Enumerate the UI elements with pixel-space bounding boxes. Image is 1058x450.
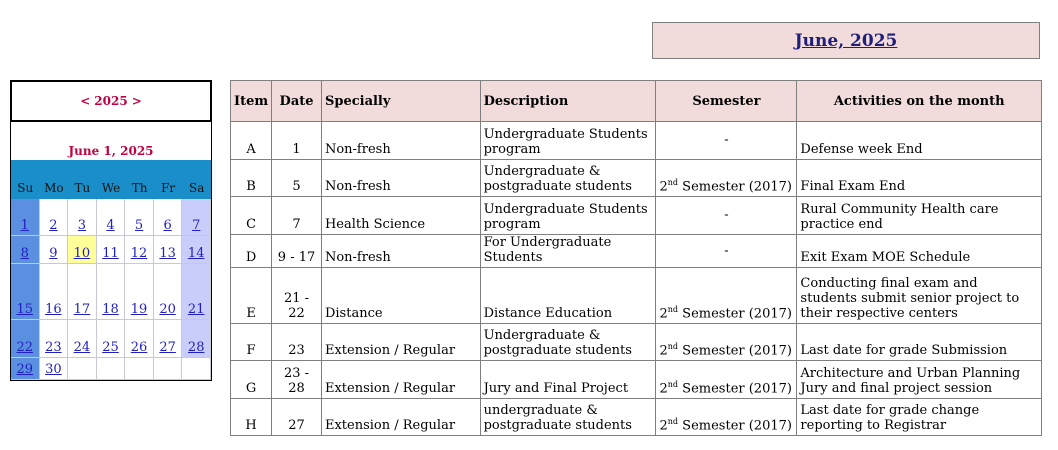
cell-date: 9 - 17 <box>272 235 322 268</box>
calendar-day[interactable]: 11 <box>97 236 126 264</box>
table-row <box>231 122 1042 160</box>
calendar-day[interactable]: 7 <box>182 199 211 236</box>
calendar-grid <box>10 160 212 381</box>
calendar-day[interactable]: 1 <box>11 199 40 236</box>
cell-description: undergraduate & postgraduate students <box>480 399 656 436</box>
semester-ordinal: nd <box>667 341 679 351</box>
weekday-header: Su <box>11 160 40 199</box>
calendar-day[interactable]: 30 <box>40 358 69 380</box>
cell-description: Undergraduate Students program <box>480 122 656 160</box>
cell-activity: Exit Exam MOE Schedule <box>797 235 1042 268</box>
weekday-header: We <box>97 160 126 199</box>
cell-activity: Conducting final exam and students submit senior project to their respective centers <box>797 268 1042 324</box>
cell-semester <box>656 122 797 160</box>
semester-text: Semester (2017) <box>678 343 792 358</box>
calendar-day[interactable]: 26 <box>125 320 154 358</box>
calendar-day[interactable]: 13 <box>154 236 183 264</box>
cell-semester <box>656 324 797 361</box>
semester-number: 2 <box>659 179 668 194</box>
calendar-day[interactable]: 12 <box>125 236 154 264</box>
calendar-day-empty <box>97 358 126 380</box>
table-row <box>231 235 1042 268</box>
header-activities: Activities on the month <box>797 81 1042 122</box>
cell-item: B <box>231 160 272 197</box>
calendar-day[interactable]: 20 <box>154 264 183 320</box>
cell-item: H <box>231 399 272 436</box>
calendar-day[interactable]: 19 <box>125 264 154 320</box>
header-description: Description <box>480 81 656 122</box>
cell-specially: Non-fresh <box>321 122 480 160</box>
table-row <box>231 268 1042 324</box>
calendar-day[interactable]: 27 <box>154 320 183 358</box>
calendar-day-empty <box>68 358 97 380</box>
cell-activity: Defense week End <box>797 122 1042 160</box>
cell-description: For Undergraduate Students <box>480 235 656 268</box>
cell-date: 23 - 28 <box>272 361 322 399</box>
cell-specially: Health Science <box>321 197 480 235</box>
weekday-header: Tu <box>68 160 97 199</box>
cell-specially: Extension / Regular <box>321 399 480 436</box>
calendar-day-today[interactable]: 10 <box>68 236 97 264</box>
header-item: Item <box>231 81 272 122</box>
cell-item: D <box>231 235 272 268</box>
cell-activity: Final Exam End <box>797 160 1042 197</box>
semester-text: - <box>724 207 729 223</box>
activities-table <box>230 80 1042 436</box>
semester-text: - <box>724 132 729 148</box>
calendar-day-empty <box>125 358 154 380</box>
prev-year-link[interactable]: < <box>80 94 91 108</box>
cell-semester <box>656 160 797 197</box>
table-header-row <box>231 81 1042 122</box>
table-row <box>231 324 1042 361</box>
table-row <box>231 197 1042 235</box>
cell-specially: Extension / Regular <box>321 361 480 399</box>
weekday-header: Mo <box>40 160 69 199</box>
calendar-day[interactable]: 2 <box>40 199 69 236</box>
cell-activity: Architecture and Urban Planning Jury and final project session <box>797 361 1042 399</box>
cell-description: Jury and Final Project <box>480 361 656 399</box>
calendar-day[interactable]: 25 <box>97 320 126 358</box>
cell-semester <box>656 361 797 399</box>
calendar-day[interactable]: 24 <box>68 320 97 358</box>
calendar-day[interactable]: 4 <box>97 199 126 236</box>
cell-semester <box>656 268 797 324</box>
header-semester: Semester <box>656 81 797 122</box>
semester-text: - <box>724 243 729 259</box>
calendar-year: 2025 <box>94 94 128 108</box>
cell-activity: Last date for grade change reporting to Registrar <box>797 399 1042 436</box>
cell-date: 1 <box>272 122 322 160</box>
cell-item: C <box>231 197 272 235</box>
cell-date: 21 - 22 <box>272 268 322 324</box>
calendar-day[interactable]: 29 <box>11 358 40 380</box>
calendar-day-empty <box>182 358 211 380</box>
cell-activity: Rural Community Health care practice end <box>797 197 1042 235</box>
cell-date: 23 <box>272 324 322 361</box>
calendar-day[interactable]: 9 <box>40 236 69 264</box>
semester-text: Semester (2017) <box>678 381 792 396</box>
calendar-day[interactable]: 5 <box>125 199 154 236</box>
calendar-selected-date: June 1, 2025 <box>10 122 212 160</box>
cell-date: 7 <box>272 197 322 235</box>
table-row <box>231 361 1042 399</box>
semester-number: 2 <box>659 381 668 396</box>
semester-number: 2 <box>659 306 668 321</box>
cell-description: Undergraduate & postgraduate students <box>480 160 656 197</box>
cell-specially: Non-fresh <box>321 235 480 268</box>
cell-item: G <box>231 361 272 399</box>
calendar-day[interactable]: 16 <box>40 264 69 320</box>
semester-ordinal: nd <box>667 304 679 314</box>
semester-number: 2 <box>659 418 668 433</box>
calendar <box>10 80 212 381</box>
cell-description: Distance Education <box>480 268 656 324</box>
table-row <box>231 399 1042 436</box>
calendar-day[interactable]: 3 <box>68 199 97 236</box>
semester-text: Semester (2017) <box>678 306 792 321</box>
cell-semester <box>656 235 797 268</box>
weekday-header: Sa <box>182 160 211 199</box>
cell-specially: Distance <box>321 268 480 324</box>
weekday-header: Th <box>125 160 154 199</box>
cell-date: 27 <box>272 399 322 436</box>
calendar-year-nav <box>10 80 212 122</box>
header-date: Date <box>272 81 322 122</box>
cell-specially: Extension / Regular <box>321 324 480 361</box>
cell-item: E <box>231 268 272 324</box>
calendar-day[interactable]: 17 <box>68 264 97 320</box>
calendar-day[interactable]: 18 <box>97 264 126 320</box>
cell-description: Undergraduate & postgraduate students <box>480 324 656 361</box>
cell-activity: Last date for grade Submission <box>797 324 1042 361</box>
semester-text: Semester (2017) <box>678 179 792 194</box>
cell-semester <box>656 399 797 436</box>
calendar-day[interactable]: 28 <box>182 320 211 358</box>
cell-specially: Non-fresh <box>321 160 480 197</box>
cell-description: Undergraduate Students program <box>480 197 656 235</box>
calendar-day[interactable]: 6 <box>154 199 183 236</box>
weekday-header: Fr <box>154 160 183 199</box>
cell-semester <box>656 197 797 235</box>
calendar-day[interactable]: 8 <box>11 236 40 264</box>
calendar-day-empty <box>154 358 183 380</box>
semester-ordinal: nd <box>667 379 679 389</box>
cell-item: A <box>231 122 272 160</box>
calendar-day[interactable]: 21 <box>182 264 211 320</box>
calendar-day[interactable]: 15 <box>11 264 40 320</box>
semester-number: 2 <box>659 343 668 358</box>
month-title: June, 2025 <box>652 22 1040 59</box>
semester-ordinal: nd <box>667 416 679 426</box>
next-year-link[interactable]: > <box>131 94 142 108</box>
calendar-day[interactable]: 23 <box>40 320 69 358</box>
header-specially: Specially <box>321 81 480 122</box>
cell-item: F <box>231 324 272 361</box>
table-row <box>231 160 1042 197</box>
semester-ordinal: nd <box>667 177 679 187</box>
semester-text: Semester (2017) <box>678 418 792 433</box>
calendar-day[interactable]: 14 <box>182 236 211 264</box>
calendar-day[interactable]: 22 <box>11 320 40 358</box>
cell-date: 5 <box>272 160 322 197</box>
